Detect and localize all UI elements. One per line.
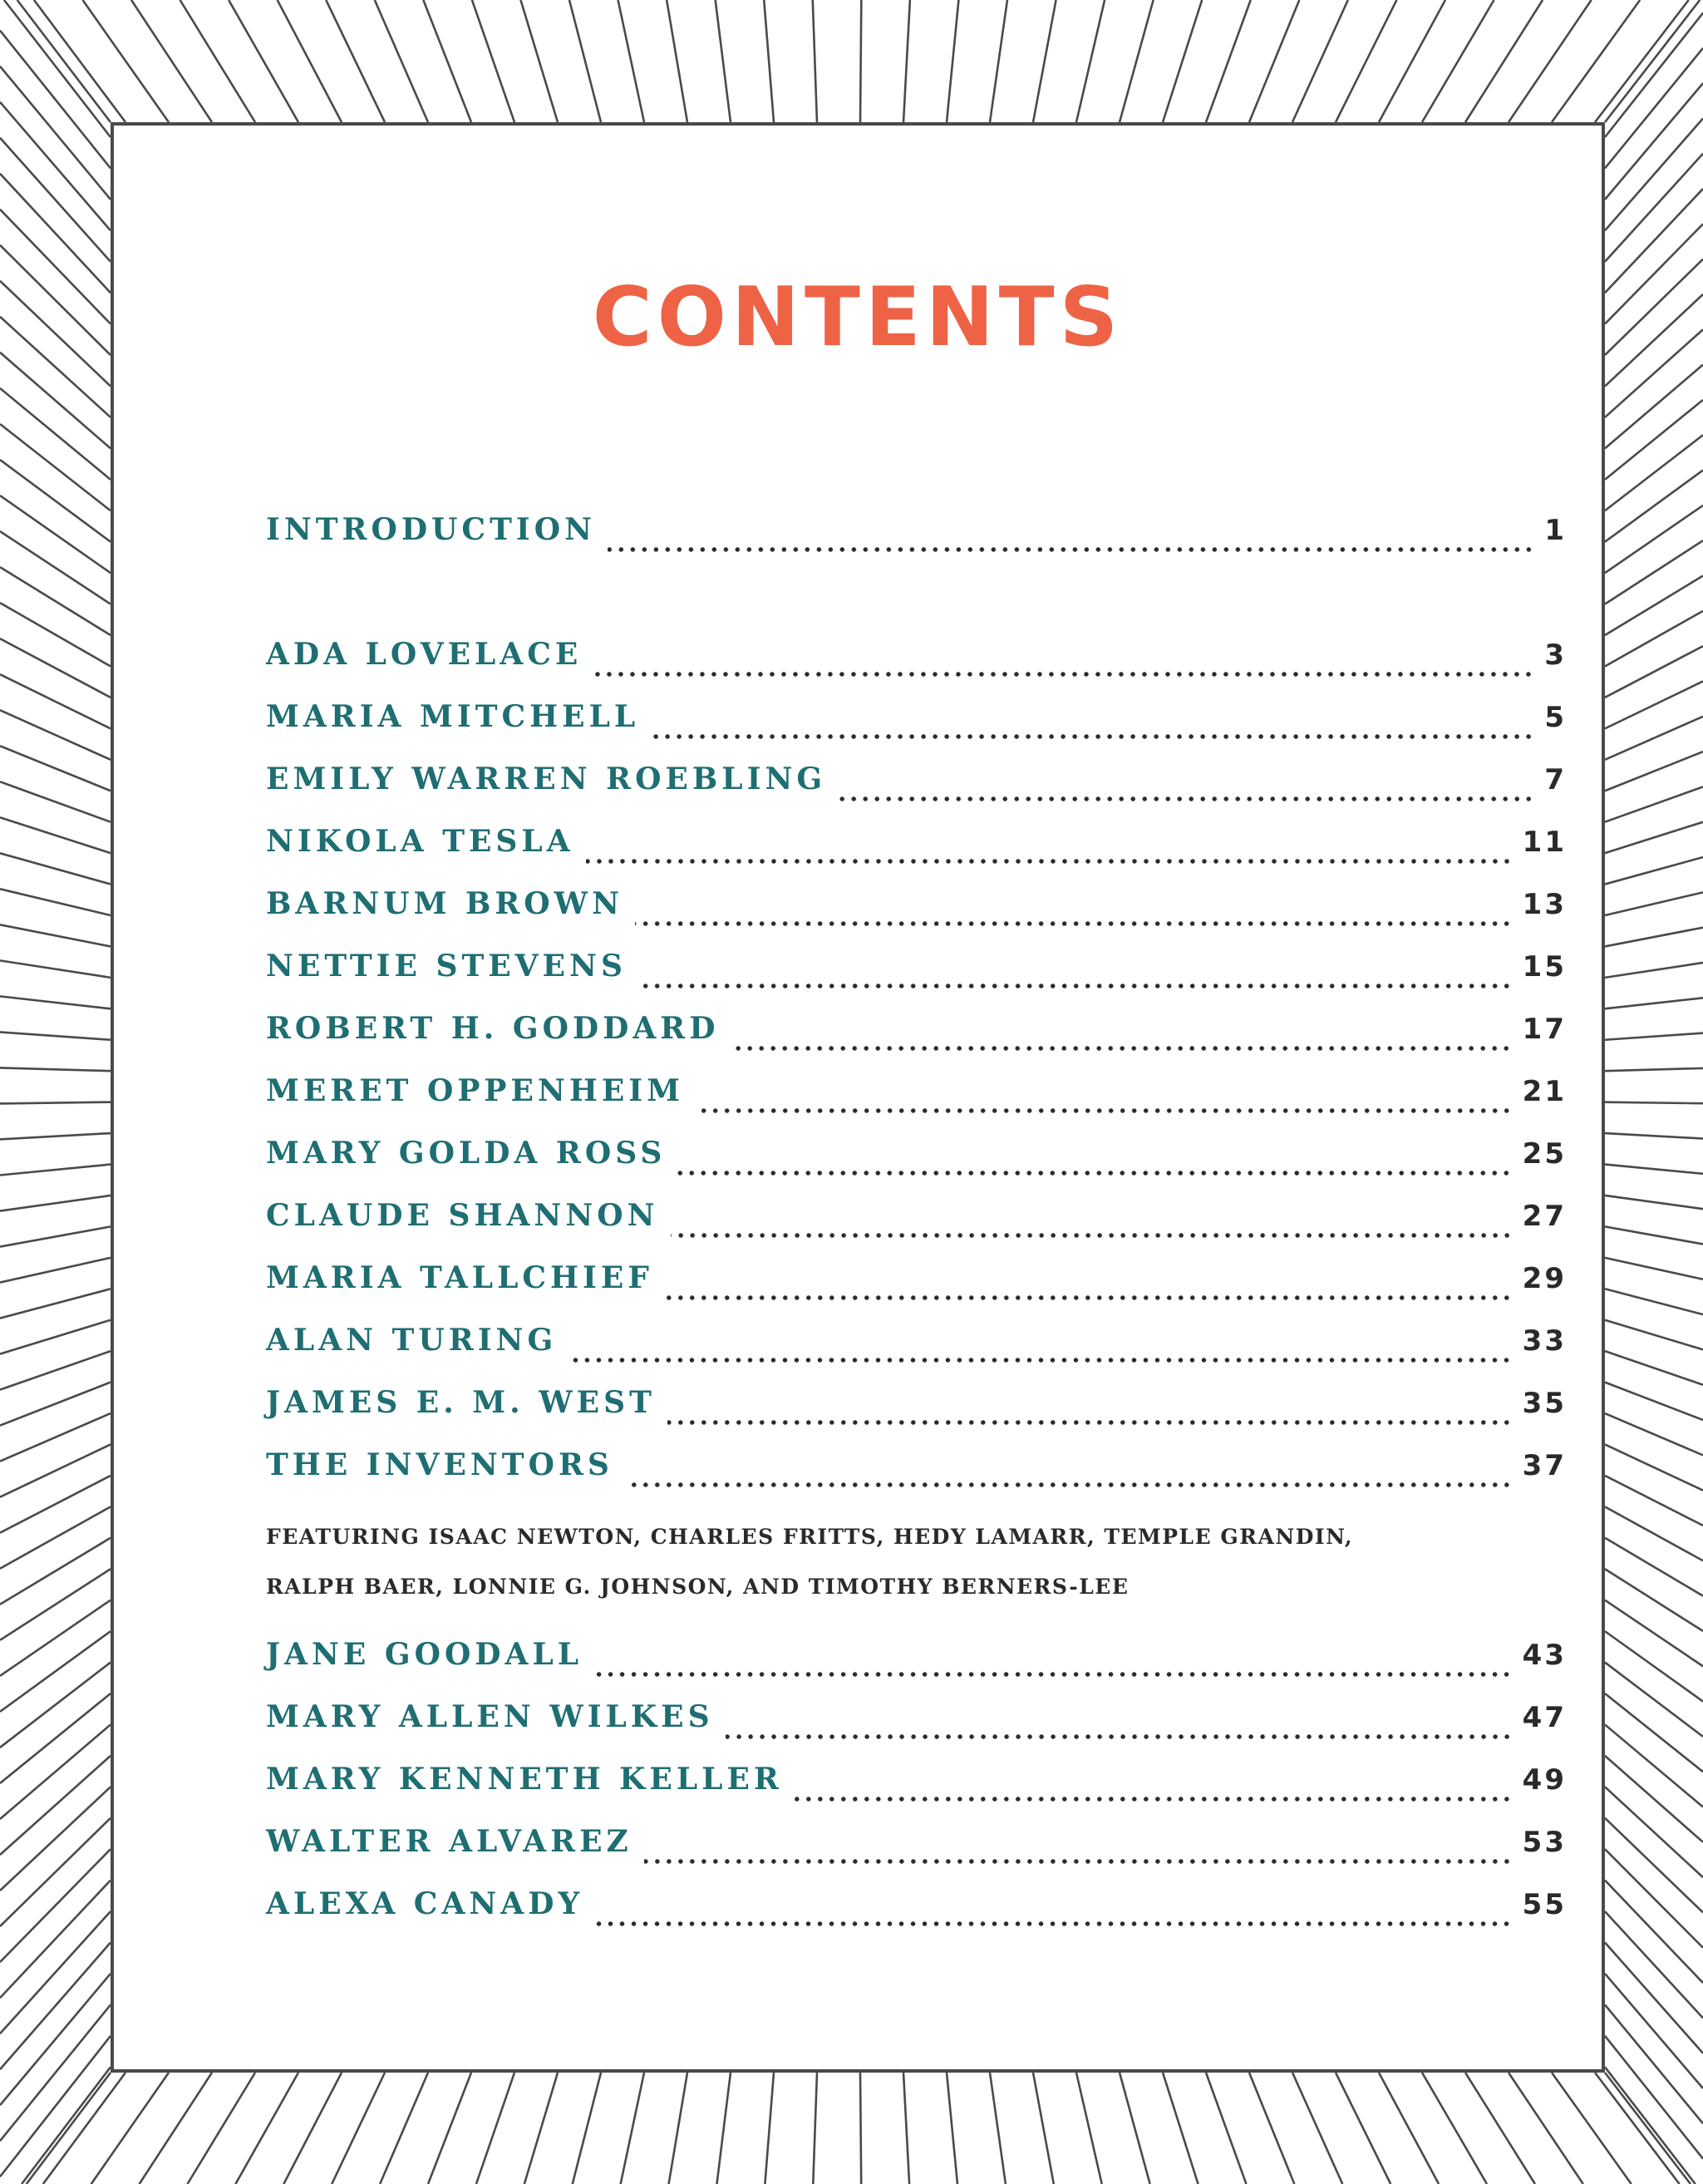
toc-entry[interactable] bbox=[266, 1198, 1567, 1248]
toc-entry-page: 21 bbox=[1522, 1075, 1567, 1108]
dot-leader bbox=[595, 1921, 1513, 1926]
toc-entry-name: NETTIE STEVENS bbox=[266, 949, 627, 984]
toc-entry-name: ROBERT H. GODDARD bbox=[266, 1011, 720, 1046]
dot-leader bbox=[665, 1295, 1513, 1300]
toc-entry-name: MARY KENNETH KELLER bbox=[266, 1762, 783, 1797]
toc-entry-page: 27 bbox=[1522, 1200, 1567, 1233]
toc-entry-page: 33 bbox=[1522, 1324, 1567, 1358]
toc-entry-name: ALEXA CANADY bbox=[266, 1886, 584, 1921]
dot-leader bbox=[568, 1358, 1512, 1363]
toc-entry-page: 17 bbox=[1522, 1013, 1567, 1046]
dot-leader bbox=[593, 672, 1534, 677]
dot-leader bbox=[625, 1482, 1513, 1487]
toc-entry-name: MARIA MITCHELL bbox=[266, 699, 640, 734]
toc-entry[interactable] bbox=[266, 637, 1567, 687]
toc-entry-page: 5 bbox=[1544, 701, 1567, 734]
toc-entry-name: ADA LOVELACE bbox=[266, 637, 583, 672]
toc-entry-name: NIKOLA TESLA bbox=[266, 824, 574, 859]
dot-leader bbox=[644, 1859, 1513, 1864]
toc-entry[interactable] bbox=[266, 1699, 1567, 1749]
toc-entry-page: 15 bbox=[1522, 950, 1567, 984]
toc-entry-name: EMILY WARREN ROEBLING bbox=[266, 762, 827, 796]
toc-entry-name: JANE GOODALL bbox=[266, 1637, 583, 1672]
toc-entry-page: 25 bbox=[1522, 1137, 1567, 1171]
dot-leader bbox=[726, 1734, 1513, 1739]
toc-entry[interactable] bbox=[266, 762, 1567, 811]
toc-entry-page: 35 bbox=[1522, 1387, 1567, 1420]
toc-entry-name: JAMES E. M. WEST bbox=[266, 1385, 656, 1420]
toc-entry-name: MERET OPPENHEIM bbox=[266, 1073, 684, 1108]
toc-entry[interactable] bbox=[266, 949, 1567, 998]
dot-leader bbox=[677, 1171, 1512, 1176]
toc-entry-page: 49 bbox=[1522, 1763, 1567, 1797]
toc-entry-name: THE INVENTORS bbox=[266, 1447, 613, 1482]
dot-leader bbox=[651, 734, 1534, 739]
page-title: CONTENTS bbox=[592, 270, 1124, 365]
dot-leader bbox=[838, 796, 1534, 801]
toc-entry-page: 1 bbox=[1544, 514, 1567, 547]
toc-entry[interactable] bbox=[266, 1886, 1567, 1936]
toc-entry-page: 43 bbox=[1522, 1639, 1567, 1672]
toc-entry[interactable] bbox=[266, 824, 1567, 874]
toc-entry[interactable] bbox=[266, 1136, 1567, 1186]
toc-entry[interactable] bbox=[266, 1762, 1567, 1812]
toc-entry-name: WALTER ALVAREZ bbox=[266, 1824, 632, 1859]
toc-entry[interactable] bbox=[266, 1637, 1567, 1687]
dot-leader bbox=[795, 1797, 1513, 1802]
toc-entry-name: MARIA TALLCHIEF bbox=[266, 1260, 653, 1295]
toc-entry-page: 55 bbox=[1522, 1888, 1567, 1921]
toc-entry-name: INTRODUCTION bbox=[266, 512, 596, 547]
toc-entry[interactable] bbox=[266, 1824, 1567, 1874]
dot-leader bbox=[667, 1420, 1513, 1425]
dot-leader bbox=[671, 1233, 1513, 1238]
toc-entry-page: 3 bbox=[1544, 638, 1567, 672]
dot-leader bbox=[608, 547, 1534, 552]
featuring-line-1: FEATURING ISAAC NEWTON, CHARLES FRITTS, HEDY LAMARR, TEMPLE GRANDIN, bbox=[266, 1525, 1354, 1549]
toc-entry[interactable] bbox=[266, 699, 1567, 749]
toc-entry-introduction[interactable] bbox=[266, 512, 1567, 562]
dot-leader bbox=[635, 921, 1513, 926]
toc-entry-name: ALAN TURING bbox=[266, 1323, 558, 1358]
dot-leader bbox=[638, 984, 1513, 988]
toc-entry-page: 11 bbox=[1522, 826, 1567, 859]
toc-entry[interactable] bbox=[266, 1385, 1567, 1435]
toc-entry-page: 13 bbox=[1522, 888, 1567, 921]
toc-entry[interactable] bbox=[266, 1073, 1567, 1123]
toc-entry[interactable] bbox=[266, 1323, 1567, 1373]
dot-leader bbox=[731, 1046, 1512, 1051]
toc-entry-page: 29 bbox=[1522, 1262, 1567, 1295]
toc-entry-name: BARNUM BROWN bbox=[266, 886, 624, 921]
toc-entry-page: 47 bbox=[1522, 1701, 1567, 1734]
contents-panel bbox=[111, 122, 1605, 2073]
toc-entry-name: CLAUDE SHANNON bbox=[266, 1198, 659, 1233]
dot-leader bbox=[696, 1108, 1513, 1113]
toc-entry-the-inventors[interactable] bbox=[266, 1447, 1567, 1497]
toc-entry-page: 37 bbox=[1522, 1449, 1567, 1482]
featuring-line-2: RALPH BAER, LONNIE G. JOHNSON, AND TIMOTHY BERNERS-LEE bbox=[266, 1575, 1130, 1599]
toc-entry-page: 53 bbox=[1522, 1826, 1567, 1859]
toc-entry[interactable] bbox=[266, 1011, 1567, 1061]
toc-entry-name: MARY ALLEN WILKES bbox=[266, 1699, 714, 1734]
toc-entry-name: MARY GOLDA ROSS bbox=[266, 1136, 667, 1171]
toc-entry-page: 7 bbox=[1544, 763, 1567, 796]
toc-entry[interactable] bbox=[266, 886, 1567, 936]
dot-leader bbox=[586, 859, 1513, 864]
toc-entry[interactable] bbox=[266, 1260, 1567, 1310]
dot-leader bbox=[594, 1672, 1513, 1677]
